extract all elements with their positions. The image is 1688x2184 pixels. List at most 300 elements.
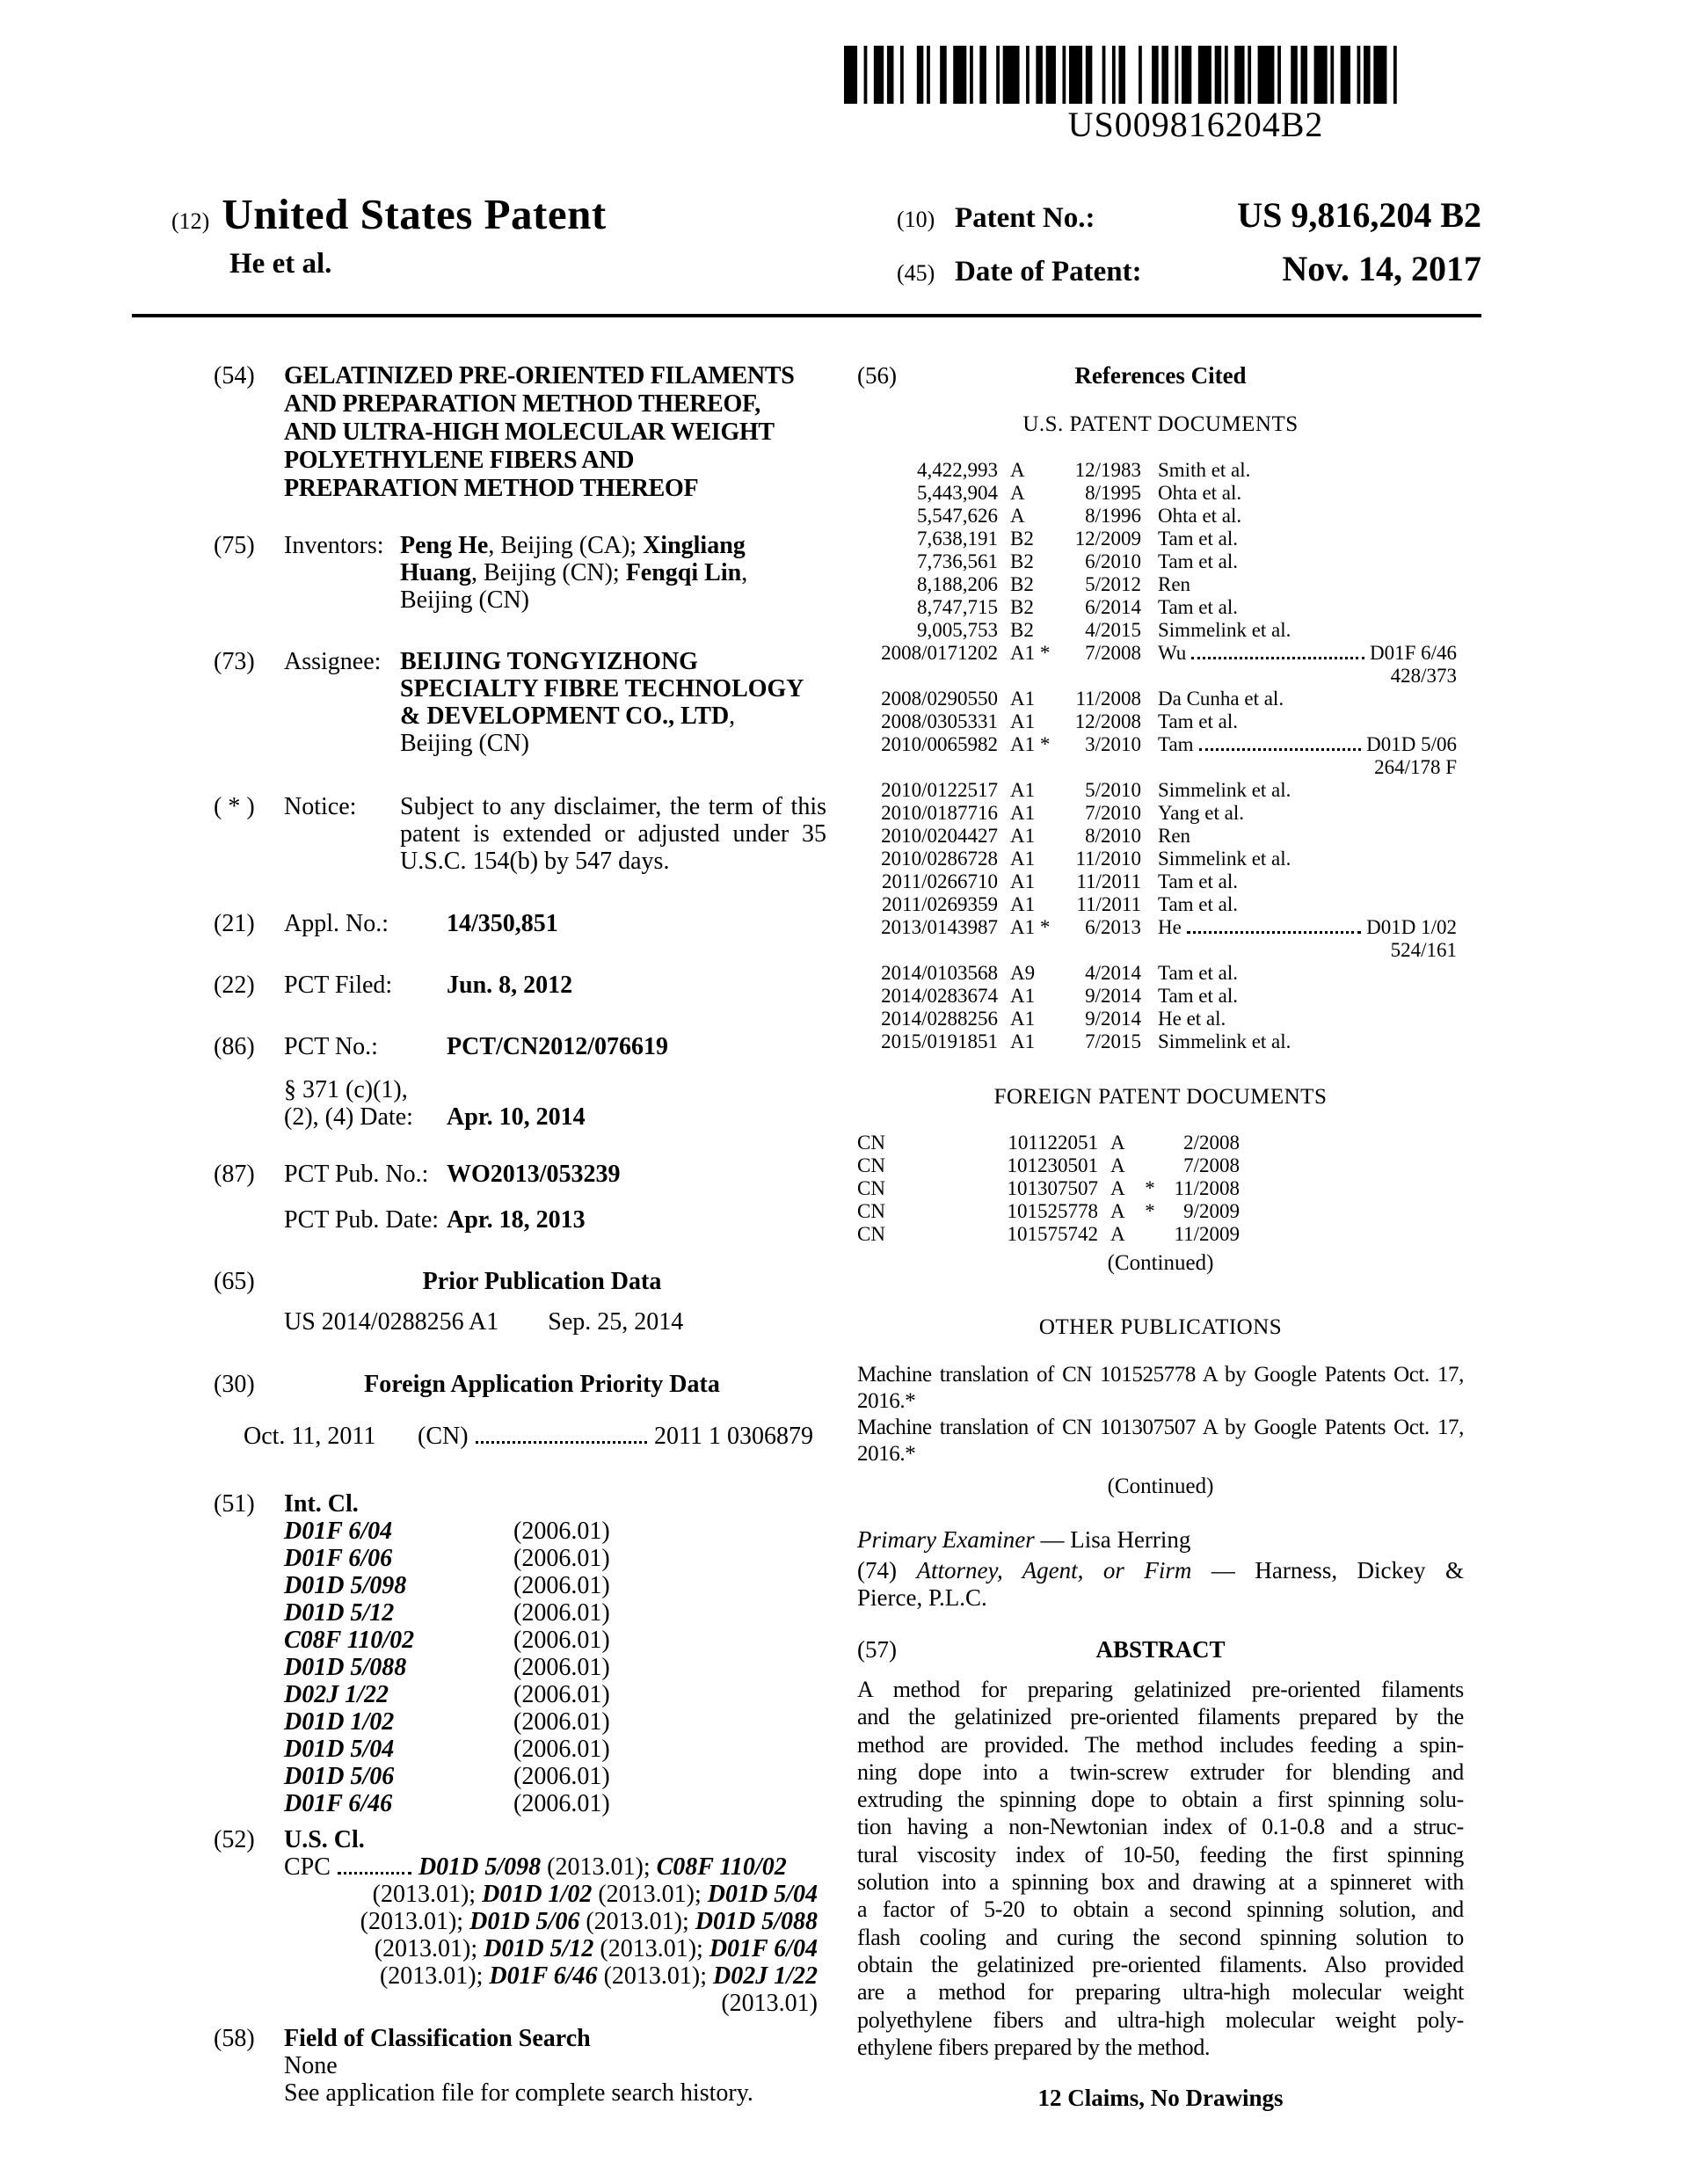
- doc-inventor: He: [1158, 916, 1182, 938]
- pct-pub-no-value: WO2013/053239: [447, 1161, 621, 1188]
- foreign-number: 101575742: [1007, 1223, 1098, 1245]
- foreign-date: 11/2008: [1174, 1177, 1240, 1199]
- doc-number: 4,422,993: [917, 459, 998, 481]
- abstract-line: a factor of 5-20 to obtain a second spinning solution, and: [857, 1896, 1464, 1923]
- int-cl-row: [284, 1572, 826, 1599]
- section-86-pct-no: [214, 1033, 826, 1060]
- abstract-line: tion having a non-Newtonian index of 0.1-0.8 and a struc-: [857, 1814, 1464, 1840]
- foreign-star: [1137, 1154, 1163, 1177]
- cpc-line: (2013.01); D01D 5/06 (2013.01); D01D 5/088: [360, 1908, 818, 1935]
- field-52-number: (52): [214, 1826, 255, 1853]
- date-of-patent-label: Date of Patent:: [955, 256, 1142, 288]
- foreign-kind-code: A: [1110, 1177, 1125, 1199]
- doc-number: 7,638,191: [917, 528, 998, 550]
- int-cl-version: (2006.01): [513, 1518, 610, 1545]
- para-371-date-label: (2), (4) Date:: [284, 1103, 413, 1131]
- publication-line: 2016.*: [857, 1442, 916, 1466]
- int-cl-version: (2006.01): [513, 1790, 610, 1817]
- doc-number: 2014/0288256: [881, 1008, 998, 1030]
- doc-kind-code: A1: [1010, 1008, 1036, 1030]
- section-51-int-cl: [214, 1490, 826, 1518]
- int-cl-version: (2006.01): [513, 1736, 610, 1763]
- int-cl-code: D02J 1/22: [284, 1681, 389, 1708]
- publication-line: Machine translation of CN 101307507 A by Google Patents Oct. 17,: [857, 1416, 1464, 1439]
- us-patent-doc-row: [857, 596, 1464, 619]
- doc-number: 8,747,715: [917, 596, 998, 618]
- references-cited-heading: References Cited: [1074, 362, 1247, 389]
- abstract-line: method are provided. The method includes feeding a spin-: [857, 1731, 1464, 1758]
- field-75-number: (75): [214, 532, 255, 559]
- foreign-date: 9/2009: [1183, 1200, 1240, 1222]
- section-30-foreign-priority: [214, 1371, 826, 1398]
- doc-number: 2015/0191851: [881, 1030, 998, 1052]
- field-56-number: (56): [857, 362, 897, 389]
- foreign-country: CN: [857, 1223, 885, 1245]
- abstract-line: tural viscosity index of 10-50, feeding the first spinning: [857, 1841, 1464, 1867]
- us-patent-doc-row: [857, 573, 1464, 596]
- doc-date: 7/2008: [1085, 642, 1141, 664]
- title-line: PREPARATION METHOD THEREOF: [284, 475, 699, 502]
- doc-kind-code: A1: [1010, 1030, 1036, 1052]
- pct-filed-label: PCT Filed:: [284, 972, 393, 999]
- doc-kind-code: B2: [1010, 528, 1034, 550]
- int-cl-row: [284, 1790, 826, 1817]
- abstract-text: [857, 1676, 1464, 2061]
- int-cl-row: [284, 1736, 826, 1763]
- continued-marker: (Continued): [1107, 1251, 1214, 1275]
- doc-number: 2011/0269359: [881, 893, 998, 915]
- doc-date: 5/2012: [1085, 573, 1141, 595]
- doc-number: 2011/0266710: [881, 870, 998, 892]
- us-patent-doc-row: [857, 848, 1464, 870]
- foreign-kind-code: A: [1110, 1223, 1125, 1245]
- dot-leader: [1187, 931, 1361, 934]
- doc-kind-code: A1: [1010, 848, 1036, 870]
- doc-kind-code: A1: [1010, 893, 1036, 915]
- title-line: AND PREPARATION METHOD THEREOF,: [284, 390, 760, 418]
- inventors-label: Inventors:: [284, 532, 384, 559]
- header-right: [897, 189, 1481, 302]
- abstract-line: are a method for preparing ultra-high molecular weight: [857, 1979, 1464, 2006]
- priority-date: Oct. 11, 2011: [244, 1423, 376, 1450]
- int-cl-version: (2006.01): [513, 1708, 610, 1736]
- page-content: [132, 189, 1481, 2112]
- us-patent-doc-row: [857, 688, 1464, 710]
- int-cl-row: [284, 1681, 826, 1708]
- para-371-date-value: Apr. 10, 2014: [447, 1103, 586, 1131]
- doc-number: 2010/0122517: [881, 779, 998, 801]
- int-cl-row: [284, 1763, 826, 1790]
- doc-date: 11/2008: [1075, 688, 1141, 710]
- cpc-line: (2013.01); D01D 1/02 (2013.01); D01D 5/04: [372, 1881, 818, 1908]
- us-patent-documents-table: [857, 459, 1464, 1053]
- barcode-bars: [844, 46, 1407, 104]
- doc-kind-code: A1: [1010, 985, 1036, 1007]
- document-type-title: United States Patent: [222, 190, 607, 238]
- doc-date: 6/2010: [1085, 550, 1141, 572]
- patent-no-label: Patent No.:: [955, 202, 1095, 234]
- cpc-codes: D01D 5/098 (2013.01); C08F 110/02: [418, 1853, 787, 1881]
- dot-leader: [1199, 748, 1362, 751]
- foreign-number: 101525778: [1007, 1200, 1098, 1222]
- doc-number: 5,547,626: [917, 505, 998, 527]
- assignee-value: [400, 648, 826, 757]
- int-cl-code: D01D 5/04: [284, 1736, 395, 1763]
- abstract-line: A method for preparing gelatinized pre-oriented filaments: [857, 1677, 1464, 1702]
- foreign-country: CN: [857, 1177, 885, 1199]
- int-cl-code: D01F 6/06: [284, 1545, 393, 1572]
- foreign-kind-code: A: [1110, 1200, 1125, 1222]
- doc-kind-code: A1: [1010, 825, 1036, 847]
- priority-application-number: 2011 1 0306879: [654, 1423, 813, 1450]
- patent-no-value: US 9,816,204 B2: [1237, 195, 1481, 235]
- doc-inventor: Simmelink et al.: [1158, 779, 1291, 801]
- int-cl-row: [284, 1599, 826, 1627]
- doc-kind-code: A1 *: [1010, 916, 1051, 938]
- notice-value: [400, 793, 826, 875]
- us-patent-doc-row: [857, 1030, 1464, 1053]
- field-of-search-label: Field of Classification Search: [284, 2025, 591, 2052]
- field-51-number: (51): [214, 1490, 255, 1518]
- doc-kind-code: A: [1010, 505, 1025, 527]
- foreign-star: [1137, 1132, 1163, 1154]
- prior-publication-heading: Prior Publication Data: [422, 1268, 662, 1295]
- section-notice: [214, 793, 826, 875]
- doc-kind-code: B2: [1010, 596, 1034, 618]
- int-cl-version: (2006.01): [513, 1599, 610, 1627]
- cpc-line: (2013.01); D01D 5/12 (2013.01); D01F 6/04: [374, 1935, 818, 1962]
- attorney-text-line: Pierce, P.L.C.: [857, 1584, 987, 1611]
- us-patent-doc-row: [857, 459, 1464, 482]
- title-line: GELATINIZED PRE-ORIENTED FILAMENTS: [284, 362, 795, 389]
- doc-date: 4/2014: [1085, 962, 1141, 984]
- field-57-number: (57): [857, 1636, 897, 1663]
- barcode: [844, 46, 1407, 104]
- abstract-line: and the gelatinized pre-oriented filaments prepared by the: [857, 1704, 1464, 1730]
- assignee-line: & DEVELOPMENT CO., LTD,: [400, 703, 736, 730]
- notice-star-number: ( * ): [214, 793, 255, 820]
- doc-number: 2010/0204427: [881, 825, 998, 847]
- field-of-search-note: See application file for complete search history.: [284, 2079, 753, 2107]
- doc-number: 8,188,206: [917, 573, 998, 595]
- int-cl-code: D01D 5/098: [284, 1572, 407, 1599]
- int-cl-row: [284, 1708, 826, 1736]
- doc-date: 9/2014: [1085, 985, 1141, 1007]
- assignee-label: Assignee:: [284, 648, 382, 675]
- section-73-assignee: [214, 648, 826, 757]
- int-cl-code: D01F 6/04: [284, 1518, 393, 1545]
- us-patent-doc-row: [857, 985, 1464, 1008]
- doc-classification-second-line: 264/178 F: [1374, 756, 1457, 778]
- foreign-date: 11/2009: [1174, 1223, 1240, 1245]
- us-cl-label: U.S. Cl.: [284, 1826, 365, 1853]
- other-publications-list: [857, 1362, 1464, 1467]
- doc-inventor: Tam et al.: [1158, 550, 1238, 572]
- date-of-patent-value: Nov. 14, 2017: [1282, 249, 1481, 288]
- assignee-line: Beijing (CN): [400, 730, 529, 757]
- abstract-line: obtain the gelatinized pre-oriented filaments. Also provided: [857, 1951, 1464, 1977]
- publication-line: 2016.*: [857, 1389, 916, 1413]
- foreign-number: 101307507: [1007, 1177, 1098, 1199]
- int-cl-version: (2006.01): [513, 1681, 610, 1708]
- cpc-line: (2013.01): [721, 1990, 818, 2017]
- doc-inventor: Ohta et al.: [1158, 482, 1242, 504]
- foreign-country: CN: [857, 1132, 885, 1154]
- pct-no-label: PCT No.:: [284, 1033, 378, 1060]
- foreign-country: CN: [857, 1200, 885, 1222]
- pct-pub-no-label: PCT Pub. No.:: [284, 1161, 429, 1188]
- abstract-line: ning dope into a twin-screw extruder for blending and: [857, 1758, 1464, 1785]
- abstract-line: extruding the spinning dope to obtain a first spinning solu-: [857, 1787, 1464, 1813]
- section-58-field-of-search: [214, 2025, 826, 2107]
- foreign-date: 7/2008: [1183, 1154, 1240, 1176]
- doc-inventor: Tam et al.: [1158, 962, 1238, 984]
- doc-kind-code: B2: [1010, 573, 1034, 595]
- field-73-number: (73): [214, 648, 255, 675]
- left-column: [132, 362, 826, 2107]
- us-patent-doc-row: [857, 505, 1464, 528]
- section-57-abstract: [857, 1636, 1464, 1663]
- field-65-number: (65): [214, 1268, 255, 1295]
- doc-kind-code: A1 *: [1010, 733, 1051, 755]
- int-cl-code: D01D 5/12: [284, 1599, 395, 1627]
- foreign-priority-heading: Foreign Application Priority Data: [364, 1371, 720, 1398]
- doc-inventor: Yang et al.: [1158, 802, 1244, 824]
- doc-number: 2013/0143987: [881, 916, 998, 938]
- doc-date: 11/2011: [1076, 870, 1141, 892]
- doc-inventor: Ohta et al.: [1158, 505, 1242, 527]
- int-cl-list: [284, 1518, 826, 1817]
- header-left: [132, 189, 840, 302]
- us-patent-doc-row: [857, 710, 1464, 733]
- doc-classification: D01D 1/02: [1366, 916, 1457, 938]
- header: [132, 189, 1481, 302]
- doc-inventor: Simmelink et al.: [1158, 1030, 1291, 1052]
- section-65-prior-publication: [214, 1268, 826, 1295]
- cpc-label: CPC: [284, 1853, 331, 1881]
- doc-kind-code: A1: [1010, 779, 1036, 801]
- us-patent-doc-row: [857, 802, 1464, 825]
- us-patent-documents-heading: U.S. PATENT DOCUMENTS: [1022, 412, 1299, 436]
- int-cl-row: [284, 1627, 826, 1654]
- notice-line: patent is extended or adjusted under 35: [400, 820, 826, 848]
- doc-date: 8/1996: [1085, 505, 1141, 527]
- doc-classification: D01F 6/46: [1369, 642, 1457, 664]
- int-cl-code: D01F 6/46: [284, 1790, 393, 1817]
- section-56-references: [857, 362, 1464, 389]
- inventors-line: Beijing (CN): [400, 586, 529, 614]
- cpc-first-line: [284, 1853, 818, 1881]
- foreign-star: *: [1145, 1200, 1155, 1222]
- foreign-country: CN: [857, 1154, 885, 1176]
- doc-date: 12/1983: [1074, 459, 1141, 481]
- doc-kind-code: A1: [1010, 870, 1036, 892]
- doc-kind-code: B2: [1010, 550, 1034, 572]
- doc-classification: D01D 5/06: [1366, 733, 1457, 755]
- notice-line: Subject to any disclaimer, the term of this: [400, 793, 826, 820]
- int-cl-label: Int. Cl.: [284, 1490, 359, 1518]
- doc-inventor: Wu: [1158, 642, 1187, 664]
- doc-date: 11/2010: [1075, 848, 1141, 870]
- int-cl-code: C08F 110/02: [284, 1627, 415, 1654]
- us-patent-doc-row: [857, 916, 1464, 939]
- doc-kind-code: B2: [1010, 619, 1034, 641]
- int-cl-version: (2006.01): [513, 1763, 610, 1790]
- doc-kind-code: A: [1010, 482, 1025, 504]
- doc-inventor: Tam et al.: [1158, 596, 1238, 618]
- abstract-line: solution into a spinning box and drawing at a spinneret with: [857, 1869, 1464, 1896]
- field-of-search-none: None: [284, 2052, 338, 2079]
- abstract-heading: ABSTRACT: [1095, 1636, 1226, 1663]
- foreign-number: 101230501: [1007, 1154, 1098, 1176]
- foreign-doc-row: [857, 1132, 1464, 1154]
- other-publications-heading: OTHER PUBLICATIONS: [1038, 1315, 1283, 1339]
- dot-leader: [1191, 657, 1364, 659]
- attorney-text-line: (74) Attorney, Agent, or Firm — Harness, Dickey &: [857, 1557, 1464, 1583]
- pct-filed-value: Jun. 8, 2012: [447, 972, 573, 999]
- appl-no-value: 14/350,851: [447, 910, 558, 937]
- doc-number: 7,736,561: [917, 550, 998, 572]
- section-21-appl-no: [214, 910, 826, 937]
- us-patent-doc-row: [857, 825, 1464, 848]
- section-86-371-clause: [214, 1076, 826, 1103]
- doc-inventor: Tam et al.: [1158, 710, 1238, 732]
- int-cl-code: D01D 5/088: [284, 1654, 407, 1681]
- foreign-number: 101122051: [1008, 1132, 1098, 1154]
- doc-inventor: Tam et al.: [1158, 528, 1238, 550]
- doc-inventor: Tam et al.: [1158, 985, 1238, 1007]
- pct-no-value: PCT/CN2012/076619: [447, 1033, 668, 1060]
- patent-date-row: [897, 248, 1481, 289]
- doc-date: 8/2010: [1085, 825, 1141, 847]
- doc-kind-code: A1: [1010, 688, 1036, 710]
- doc-number: 2008/0171202: [881, 642, 998, 664]
- us-patent-doc-row: [857, 733, 1464, 756]
- int-cl-version: (2006.01): [513, 1627, 610, 1654]
- abstract-line: polyethylene fibers and ultra-high molecular weight poly-: [857, 2006, 1464, 2033]
- inventors-value: [400, 532, 826, 614]
- foreign-star: [1137, 1223, 1163, 1246]
- doc-inventor: Ren: [1158, 825, 1191, 847]
- prior-publication-date: Sep. 25, 2014: [548, 1308, 684, 1336]
- section-22-pct-filed: [214, 972, 826, 999]
- doc-number: 2008/0305331: [881, 710, 998, 732]
- notice-line: U.S.C. 154(b) by 547 days.: [400, 848, 670, 875]
- invention-title: [284, 362, 826, 503]
- us-patent-doc-row: [857, 779, 1464, 802]
- us-patent-doc-row: [857, 1008, 1464, 1030]
- inventors-line: Peng He, Beijing (CA); Xingliang: [400, 532, 746, 559]
- abstract-line: ethylene fibers prepared by the method.: [857, 2034, 1211, 2060]
- primary-examiner-line: Primary Examiner — Lisa Herring: [857, 1526, 1191, 1553]
- doc-kind-code: A: [1010, 459, 1025, 481]
- section-87-pct-pub-date: [214, 1206, 826, 1234]
- doc-date: 7/2010: [1085, 802, 1141, 824]
- priority-country: (CN): [418, 1423, 469, 1450]
- doc-date: 6/2013: [1085, 916, 1141, 938]
- cpc-continuation: [284, 1881, 818, 2017]
- foreign-star: *: [1145, 1177, 1155, 1199]
- doc-kind-code: A1: [1010, 710, 1036, 732]
- field-22-number: (22): [214, 972, 255, 999]
- us-patent-doc-row: [857, 962, 1464, 985]
- doc-number: 2014/0283674: [881, 985, 998, 1007]
- pct-pub-date-value: Apr. 18, 2013: [447, 1206, 586, 1234]
- us-patent-doc-row: [857, 642, 1464, 665]
- field-54-number: (54): [214, 362, 255, 389]
- int-cl-row: [284, 1545, 826, 1572]
- pct-pub-date-label: PCT Pub. Date:: [284, 1206, 440, 1234]
- doc-kind-code: A1 *: [1010, 642, 1051, 664]
- notice-label: Notice:: [284, 793, 357, 820]
- doc-date: 7/2015: [1085, 1030, 1141, 1052]
- prior-publication-line: [284, 1308, 826, 1336]
- field-21-number: (21): [214, 910, 255, 937]
- appl-no-label: Appl. No.:: [284, 910, 389, 937]
- section-75-inventors: [214, 532, 826, 614]
- doc-number: 2008/0290550: [881, 688, 998, 710]
- attorney-line: [857, 1557, 1464, 1612]
- publication-line: Machine translation of CN 101525778 A by Google Patents Oct. 17,: [857, 1363, 1464, 1387]
- us-patent-doc-row: [857, 619, 1464, 642]
- doc-number: 5,443,904: [917, 482, 998, 504]
- foreign-doc-row: [857, 1177, 1464, 1200]
- doc-date: 8/1995: [1085, 482, 1141, 504]
- doc-date: 4/2015: [1085, 619, 1141, 641]
- doc-date: 5/2010: [1085, 779, 1141, 801]
- us-patent-doc-row: [857, 482, 1464, 505]
- header-divider: [132, 314, 1481, 317]
- doc-number: 9,005,753: [917, 619, 998, 641]
- foreign-doc-row: [857, 1154, 1464, 1177]
- barcode-label: US009816204B2: [1067, 105, 1324, 144]
- doc-inventor: Tam: [1158, 733, 1194, 755]
- us-patent-doc-row: [857, 893, 1464, 916]
- field-58-number: (58): [214, 2025, 255, 2052]
- doc-inventor: Smith et al.: [1158, 459, 1251, 481]
- foreign-kind-code: A: [1110, 1154, 1125, 1176]
- title-line: POLYETHYLENE FIBERS AND: [284, 447, 635, 474]
- field-30-number: (30): [214, 1371, 255, 1398]
- assignee-line: SPECIALTY FIBRE TECHNOLOGY: [400, 675, 804, 703]
- doc-inventor: Simmelink et al.: [1158, 619, 1291, 641]
- title-line: AND ULTRA-HIGH MOLECULAR WEIGHT: [284, 419, 775, 446]
- inventor-short-name: He et al.: [229, 248, 332, 280]
- foreign-date: 2/2008: [1183, 1132, 1240, 1154]
- int-cl-version: (2006.01): [513, 1545, 610, 1572]
- int-cl-version: (2006.01): [513, 1654, 610, 1681]
- foreign-doc-row: [857, 1200, 1464, 1223]
- foreign-priority-line: [244, 1423, 813, 1450]
- patent-number-row: [897, 194, 1481, 236]
- doc-inventor: Tam et al.: [1158, 893, 1238, 915]
- section-86-371-date: [214, 1103, 826, 1131]
- doc-classification-second-line: 524/161: [1390, 939, 1457, 961]
- int-cl-row: [284, 1654, 826, 1681]
- dot-leader: [476, 1441, 647, 1444]
- doc-classification-second-line: 428/373: [1390, 665, 1457, 687]
- int-cl-row: [284, 1518, 826, 1545]
- abstract-line: flash cooling and curing the second spinning solution to: [857, 1924, 1464, 1950]
- int-cl-version: (2006.01): [513, 1572, 610, 1599]
- field-12-number: (12): [171, 208, 210, 234]
- doc-kind-code: A1: [1010, 802, 1036, 824]
- us-patent-doc-row: [857, 528, 1464, 550]
- inventors-line: Huang, Beijing (CN); Fengqi Lin,: [400, 559, 748, 586]
- doc-number: 2010/0187716: [881, 802, 998, 824]
- doc-number: 2010/0065982: [881, 733, 998, 755]
- section-54-title: [214, 362, 826, 503]
